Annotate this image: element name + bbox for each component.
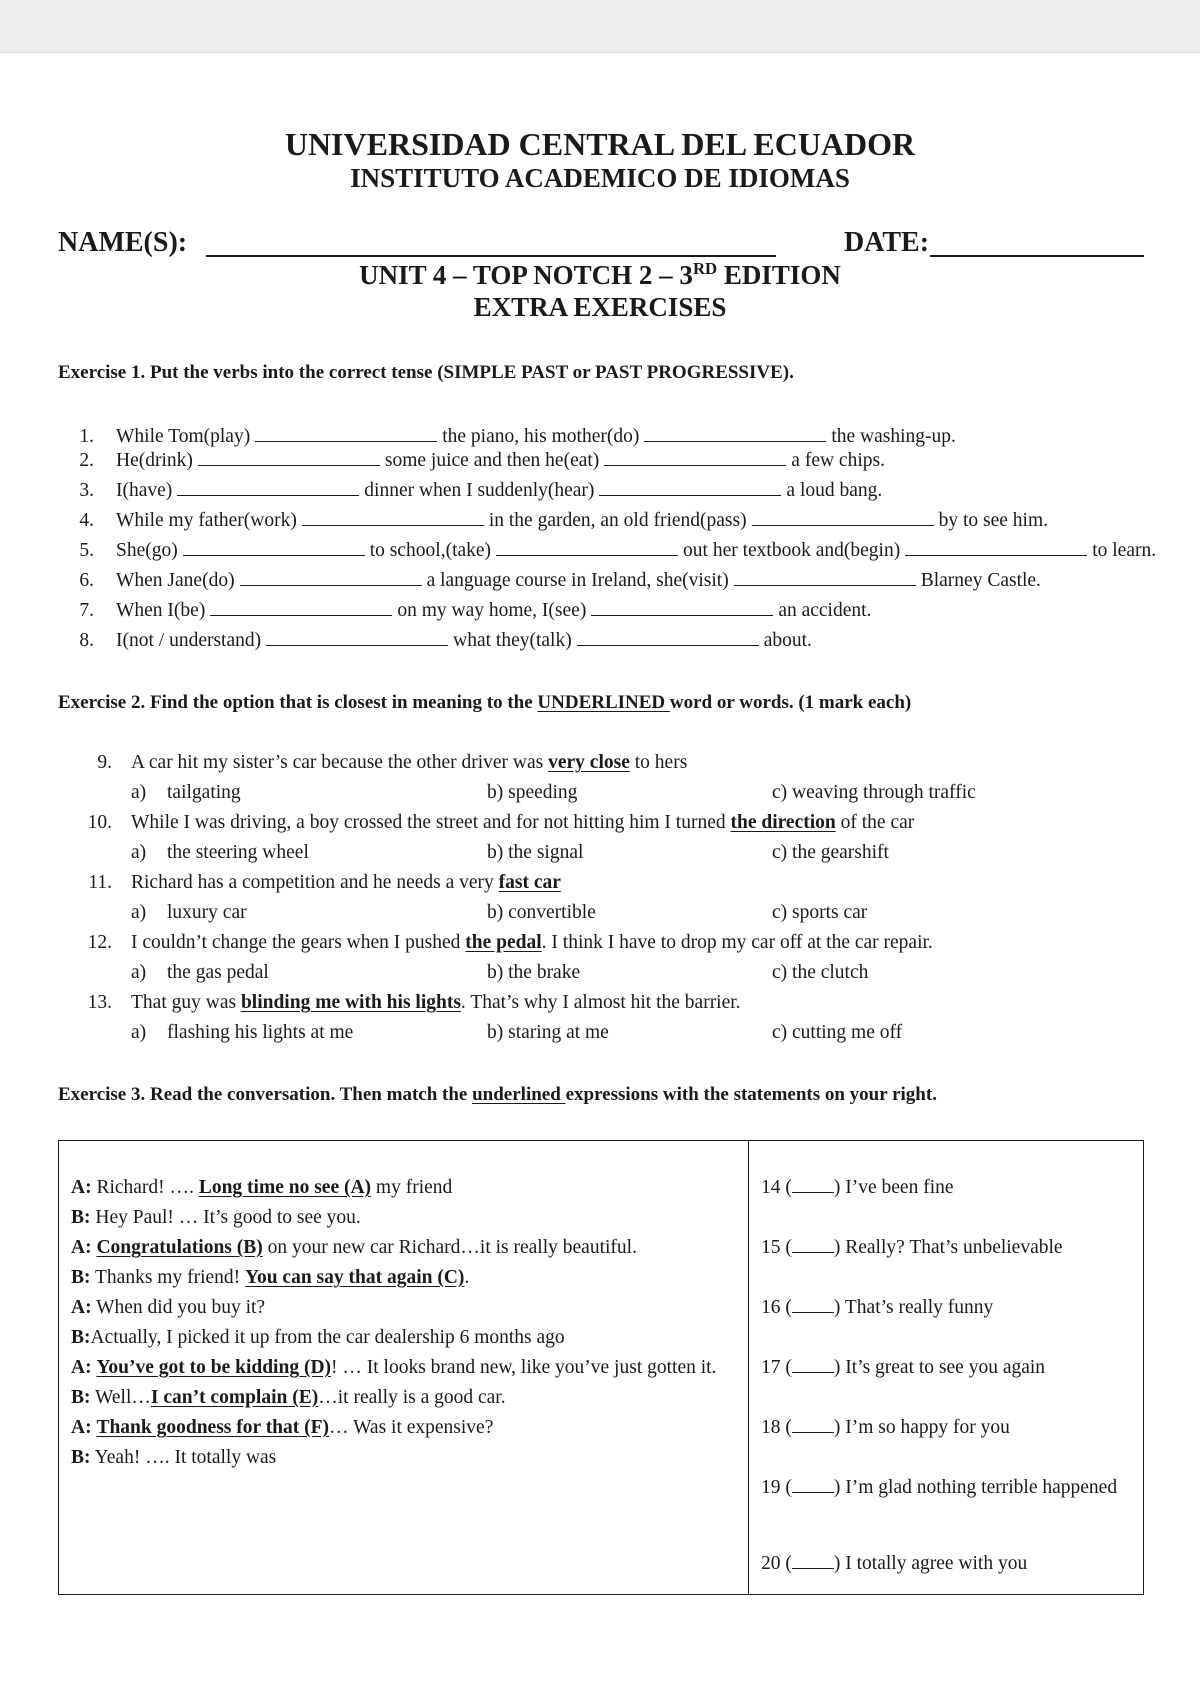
question-text: of the car xyxy=(835,812,915,833)
dialogue-text: . xyxy=(464,1267,470,1288)
exercise1-item-text: to school,(take) xyxy=(369,540,492,561)
statement-text: ) That’s really funny xyxy=(833,1297,994,1318)
statement-item xyxy=(761,1417,1010,1439)
exercise1-item-text: When I(be) xyxy=(116,600,206,621)
dialogue-line xyxy=(71,1237,637,1259)
name-field[interactable] xyxy=(206,255,776,257)
dialogue-text: … Was it expensive? xyxy=(329,1417,494,1438)
underlined-expression: You can say that again (C) xyxy=(245,1267,465,1288)
exercise1-item xyxy=(116,480,882,502)
option-b[interactable]: b) the signal xyxy=(487,842,584,863)
dialogue-line xyxy=(71,1357,716,1379)
statement-number: 17 ( xyxy=(761,1357,792,1378)
statement-item xyxy=(761,1477,1117,1499)
speaker-label: A: xyxy=(71,1357,92,1378)
option-a[interactable]: tailgating xyxy=(167,782,241,803)
exercise1-item xyxy=(116,600,871,622)
option-a[interactable]: the gas pedal xyxy=(167,962,269,983)
question-text: A car hit my sister’s car because the other driver was xyxy=(131,752,549,773)
option-a-letter: a) xyxy=(131,1022,147,1043)
answer-blank[interactable] xyxy=(496,540,678,556)
speaker-label: B: xyxy=(71,1387,91,1408)
exercise1-item-number: 4. xyxy=(79,510,94,531)
option-b[interactable]: b) the brake xyxy=(487,962,581,983)
exercise2-instruction: Exercise 2. Find the option that is closest in meaning to the UNDERLINED word or words. (1 mark each) xyxy=(58,692,912,713)
question-number: 9. xyxy=(97,752,112,773)
exercise1-item-number: 2. xyxy=(79,450,94,471)
page-subtitle: EXTRA EXERCISES xyxy=(473,292,727,322)
option-a-letter: a) xyxy=(131,782,147,803)
exercise1-item xyxy=(116,426,956,448)
match-blank[interactable] xyxy=(792,1418,834,1433)
question-stem xyxy=(131,932,933,954)
exercise1-item-text: I(have) xyxy=(116,480,173,501)
dialogue-text: my friend xyxy=(371,1177,453,1198)
underlined-expression: Thank goodness for that (F) xyxy=(96,1417,330,1438)
exercise1-item-text: about. xyxy=(763,630,812,651)
exercise1-item-number: 6. xyxy=(79,570,94,591)
question-stem xyxy=(131,752,687,774)
dialogue-line xyxy=(71,1417,493,1439)
underlined-phrase-text: fast car xyxy=(498,872,561,893)
option-c[interactable]: c) cutting me off xyxy=(772,1022,903,1043)
underlined-phrase-text: the direction xyxy=(730,812,836,833)
option-a[interactable]: flashing his lights at me xyxy=(167,1022,354,1043)
statement-number: 19 ( xyxy=(761,1477,792,1498)
statement-number: 20 ( xyxy=(761,1553,792,1574)
underlined-phrase xyxy=(548,752,630,773)
exercise1-item-text: out her textbook and(begin) xyxy=(683,540,901,561)
speaker-label: B: xyxy=(71,1447,91,1468)
statements-cell xyxy=(749,1141,1144,1595)
dialogue-text: Hey Paul! … It’s good to see you. xyxy=(90,1207,361,1228)
statement-text: ) Really? That’s unbelievable xyxy=(833,1237,1063,1258)
exercise1-item-number: 3. xyxy=(79,480,94,501)
name-label: NAME(S): xyxy=(58,227,188,258)
dialogue-text: Actually, I picked it up from the car dealership 6 months ago xyxy=(90,1327,565,1348)
underlined-phrase xyxy=(465,932,541,953)
exercise1-item xyxy=(116,570,1041,592)
statement-item xyxy=(761,1297,993,1319)
match-blank[interactable] xyxy=(792,1238,834,1253)
dialogue-line xyxy=(71,1177,452,1199)
unit-title: UNIT 4 – TOP NOTCH 2 – 3RD EDITION xyxy=(359,259,841,290)
match-blank[interactable] xyxy=(792,1178,834,1193)
statement-text: ) I’ve been fine xyxy=(833,1177,954,1198)
statement-number: 18 ( xyxy=(761,1417,792,1438)
question-number: 12. xyxy=(87,932,112,953)
exercise1-item-text: a loud bang. xyxy=(786,480,883,501)
underlined-phrase xyxy=(241,992,461,1013)
match-blank[interactable] xyxy=(792,1298,834,1313)
underlined-phrase xyxy=(499,872,561,893)
speaker-label: A: xyxy=(71,1297,92,1318)
statement-item xyxy=(761,1357,1045,1379)
exercise1-item-text: a language course in Ireland, she(visit) xyxy=(426,570,729,591)
answer-blank[interactable] xyxy=(752,510,934,526)
statement-text: ) I totally agree with you xyxy=(833,1553,1028,1574)
answer-blank[interactable] xyxy=(198,450,380,466)
answer-blank[interactable] xyxy=(183,540,365,556)
dialogue-text: Thanks my friend! xyxy=(90,1267,246,1288)
conversation-cell xyxy=(59,1141,749,1595)
dialogue-line xyxy=(71,1297,265,1319)
exercise3-instruction: Exercise 3. Read the conversation. Then match the underlined expressions with the statements on your right. xyxy=(58,1084,937,1105)
exercise1-item-number: 8. xyxy=(79,630,94,651)
dialogue-line xyxy=(71,1327,565,1349)
underlined-expression: Long time no see (A) xyxy=(198,1177,372,1198)
answer-blank[interactable] xyxy=(734,570,916,586)
match-blank[interactable] xyxy=(792,1478,834,1493)
option-c[interactable]: c) the gearshift xyxy=(772,842,889,863)
exercise1-item-number: 7. xyxy=(79,600,94,621)
exercise1-item-text: When Jane(do) xyxy=(116,570,235,591)
speaker-label: B: xyxy=(71,1327,91,1348)
exercise1-item-text: on my way home, I(see) xyxy=(397,600,587,621)
answer-blank[interactable] xyxy=(905,540,1087,556)
date-label: DATE: xyxy=(844,227,930,258)
exercise1-item-text: dinner when I suddenly(hear) xyxy=(364,480,595,501)
speaker-label: B: xyxy=(71,1267,91,1288)
exercise1-item-text: While my father(work) xyxy=(116,510,297,531)
answer-blank[interactable] xyxy=(644,426,826,442)
answer-blank[interactable] xyxy=(240,570,422,586)
underlined-expression: Congratulations (B) xyxy=(96,1237,263,1258)
answer-blank[interactable] xyxy=(591,600,773,616)
question-number: 11. xyxy=(88,872,112,893)
dialogue-line xyxy=(71,1387,506,1409)
university-title: UNIVERSIDAD CENTRAL DEL ECUADOR xyxy=(284,126,916,162)
statement-number: 14 ( xyxy=(761,1177,792,1198)
exercise1-item-text: to learn. xyxy=(1092,540,1157,561)
underlined-phrase-text: the pedal xyxy=(465,932,542,953)
speaker-label: A: xyxy=(71,1237,92,1258)
exercise1-item-text: Blarney Castle. xyxy=(920,570,1041,591)
exercise1-item-text: by to see him. xyxy=(938,510,1048,531)
exercise1-item-number: 1. xyxy=(79,426,94,447)
exercise1-item xyxy=(116,540,1156,562)
speaker-label: B: xyxy=(71,1207,91,1228)
option-a[interactable]: the steering wheel xyxy=(167,842,309,863)
question-text: . That’s why I almost hit the barrier. xyxy=(460,992,741,1013)
statement-text: ) It’s great to see you again xyxy=(833,1357,1046,1378)
option-c[interactable]: c) sports car xyxy=(772,902,868,923)
option-a-letter: a) xyxy=(131,962,147,983)
exercise1-item-text: She(go) xyxy=(116,540,178,561)
speaker-label: A: xyxy=(71,1417,92,1438)
dialogue-text: When did you buy it? xyxy=(91,1297,266,1318)
option-b[interactable]: b) staring at me xyxy=(487,1022,609,1043)
exercise1-item-text: He(drink) xyxy=(116,450,193,471)
dialogue-text: Yeah! …. It totally was xyxy=(90,1447,277,1468)
question-stem xyxy=(131,872,561,894)
answer-blank[interactable] xyxy=(210,600,392,616)
answer-blank[interactable] xyxy=(577,630,759,646)
question-text: While I was driving, a boy crossed the street and for not hitting him I turned xyxy=(131,812,731,833)
answer-blank[interactable] xyxy=(302,510,484,526)
statement-text: ) I’m so happy for you xyxy=(833,1417,1010,1438)
speaker-label: A: xyxy=(71,1177,92,1198)
exercise1-item xyxy=(116,630,812,652)
underlined-phrase xyxy=(730,812,835,833)
statement-item xyxy=(761,1553,1027,1575)
question-number: 10. xyxy=(87,812,112,833)
question-number: 13. xyxy=(87,992,112,1013)
exercise1-instruction: Exercise 1. Put the verbs into the correct tense (SIMPLE PAST or PAST PROGRESSIVE). xyxy=(58,362,794,383)
answer-blank[interactable] xyxy=(599,480,781,496)
question-text: Richard has a competition and he needs a very xyxy=(131,872,499,893)
institute-title: INSTITUTO ACADEMICO DE IDIOMAS xyxy=(350,163,850,193)
underlined-expression: I can’t complain (E) xyxy=(150,1387,319,1408)
option-c[interactable]: c) the clutch xyxy=(772,962,869,983)
underlined-phrase-text: blinding me with his lights xyxy=(240,992,461,1013)
exercise1-item xyxy=(116,450,885,472)
exercise1-item-text: in the garden, an old friend(pass) xyxy=(488,510,747,531)
dialogue-text: ! … It looks brand new, like you’ve just gotten it. xyxy=(331,1357,717,1378)
underlined-expression: You’ve got to be kidding (D) xyxy=(96,1357,332,1378)
question-text: . I think I have to drop my car off at the car repair. xyxy=(541,932,933,953)
statement-item xyxy=(761,1177,954,1199)
exercise1-item-text: the piano, his mother(do) xyxy=(442,426,640,447)
question-text: I couldn’t change the gears when I pushed xyxy=(131,932,466,953)
matching-table xyxy=(58,1140,1144,1595)
statement-number: 15 ( xyxy=(761,1237,792,1258)
question-stem xyxy=(131,812,914,834)
option-a-letter: a) xyxy=(131,902,147,923)
option-b[interactable]: b) speeding xyxy=(487,782,578,803)
statement-number: 16 ( xyxy=(761,1297,792,1318)
answer-blank[interactable] xyxy=(255,426,437,442)
statement-text: ) I’m glad nothing terrible happened xyxy=(833,1477,1118,1498)
date-field[interactable] xyxy=(930,255,1144,257)
dialogue-line xyxy=(71,1447,276,1469)
question-stem xyxy=(131,992,741,1014)
exercise1-item-text: I(not / understand) xyxy=(116,630,262,651)
exercise1-item-text: what they(talk) xyxy=(453,630,572,651)
question-text: to hers xyxy=(629,752,688,773)
dialogue-line xyxy=(71,1207,361,1229)
exercise1-item-text: an accident. xyxy=(778,600,872,621)
match-blank[interactable] xyxy=(792,1358,834,1373)
statement-item xyxy=(761,1237,1063,1259)
exercise1-item-text: the washing-up. xyxy=(831,426,956,447)
exercise1-item-text: a few chips. xyxy=(791,450,885,471)
question-text: That guy was xyxy=(131,992,241,1013)
option-a[interactable]: luxury car xyxy=(167,902,247,923)
answer-blank[interactable] xyxy=(604,450,786,466)
answer-blank[interactable] xyxy=(266,630,448,646)
exercise1-item xyxy=(116,510,1048,532)
exercise1-item-number: 5. xyxy=(79,540,94,561)
exercise1-item-text: While Tom(play) xyxy=(116,426,251,447)
underlined-phrase-text: very close xyxy=(548,752,630,773)
dialogue-text: Richard! …. xyxy=(96,1177,199,1198)
option-c[interactable]: c) weaving through traffic xyxy=(772,782,976,803)
dialogue-text: on your new car Richard…it is really beautiful. xyxy=(262,1237,637,1258)
answer-blank[interactable] xyxy=(177,480,359,496)
option-b[interactable]: b) convertible xyxy=(487,902,596,923)
dialogue-line xyxy=(71,1267,469,1289)
option-a-letter: a) xyxy=(131,842,147,863)
match-blank[interactable] xyxy=(792,1554,834,1569)
exercise1-item-text: some juice and then he(eat) xyxy=(384,450,600,471)
dialogue-text: …it really is a good car. xyxy=(318,1387,506,1408)
dialogue-text: Well… xyxy=(90,1387,151,1408)
